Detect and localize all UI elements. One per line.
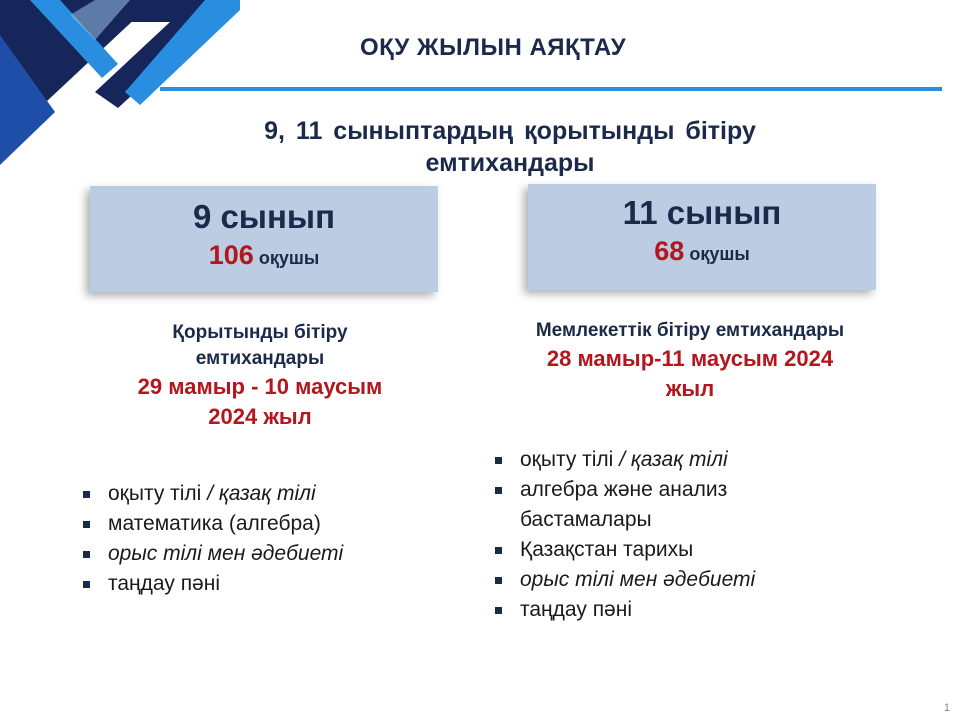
list-item: оқыту тілі / қазақ тілі bbox=[490, 445, 890, 475]
grade-11-title: 11 сынып bbox=[622, 194, 782, 231]
list-item: таңдау пәні bbox=[78, 569, 458, 599]
list-item: орыс тілі мен әдебиеті bbox=[490, 565, 890, 595]
subtitle-line-2: емтихандары bbox=[425, 149, 595, 177]
grade-11-dates-1: 28 мамыр-11 маусым 2024 bbox=[546, 346, 834, 371]
list-item: Қазақстан тарихы bbox=[490, 535, 890, 565]
grade-11-exam-title: Мемлекеттік бітіру емтихандары bbox=[535, 320, 845, 341]
grade-11-students-word: оқушы bbox=[689, 244, 750, 264]
grade-9-exam-title-1: Қорытынды бітіру bbox=[172, 322, 348, 343]
grade-9-students bbox=[90, 240, 438, 271]
grade-9-card bbox=[90, 186, 438, 292]
grade-11-students bbox=[528, 236, 876, 267]
list-item: оқыту тілі / қазақ тілі bbox=[78, 479, 458, 509]
list-item: математика (алгебра) bbox=[78, 509, 458, 539]
grade-9-exam-title-2: емтихандары bbox=[195, 348, 325, 369]
subtitle-line-1: 9, 11 сыныптардың қорытынды бітіру bbox=[264, 117, 756, 145]
grade-11-count: 68 bbox=[654, 236, 685, 266]
list-item: алгебра және анализ bbox=[490, 475, 890, 505]
title-underline bbox=[160, 87, 942, 91]
grade-9-exam-info bbox=[80, 320, 440, 432]
list-item: орыс тілі мен әдебиеті bbox=[78, 539, 458, 569]
grade-9-title: 9 сынып bbox=[192, 198, 336, 235]
grade-9-dates-2: 2024 жыл bbox=[208, 404, 312, 429]
grade-11-dates-2: жыл bbox=[665, 376, 715, 401]
slide-title: ОҚУ ЖЫЛЫН АЯҚТАУ bbox=[360, 34, 627, 61]
grade-9-count: 106 bbox=[208, 240, 254, 270]
grade-11-subject-list bbox=[490, 445, 890, 625]
list-item: таңдау пәні bbox=[490, 595, 890, 625]
grade-9-dates-1: 29 мамыр - 10 маусым bbox=[137, 374, 383, 399]
page-number: 1 bbox=[943, 702, 950, 714]
grade-9-subject-list bbox=[78, 479, 458, 599]
grade-11-exam-info bbox=[490, 318, 890, 404]
grade-9-students-word: оқушы bbox=[258, 248, 320, 268]
list-item-continuation: бастамалары bbox=[520, 508, 652, 531]
grade-11-card bbox=[528, 184, 876, 290]
slide-subtitle bbox=[150, 115, 870, 179]
